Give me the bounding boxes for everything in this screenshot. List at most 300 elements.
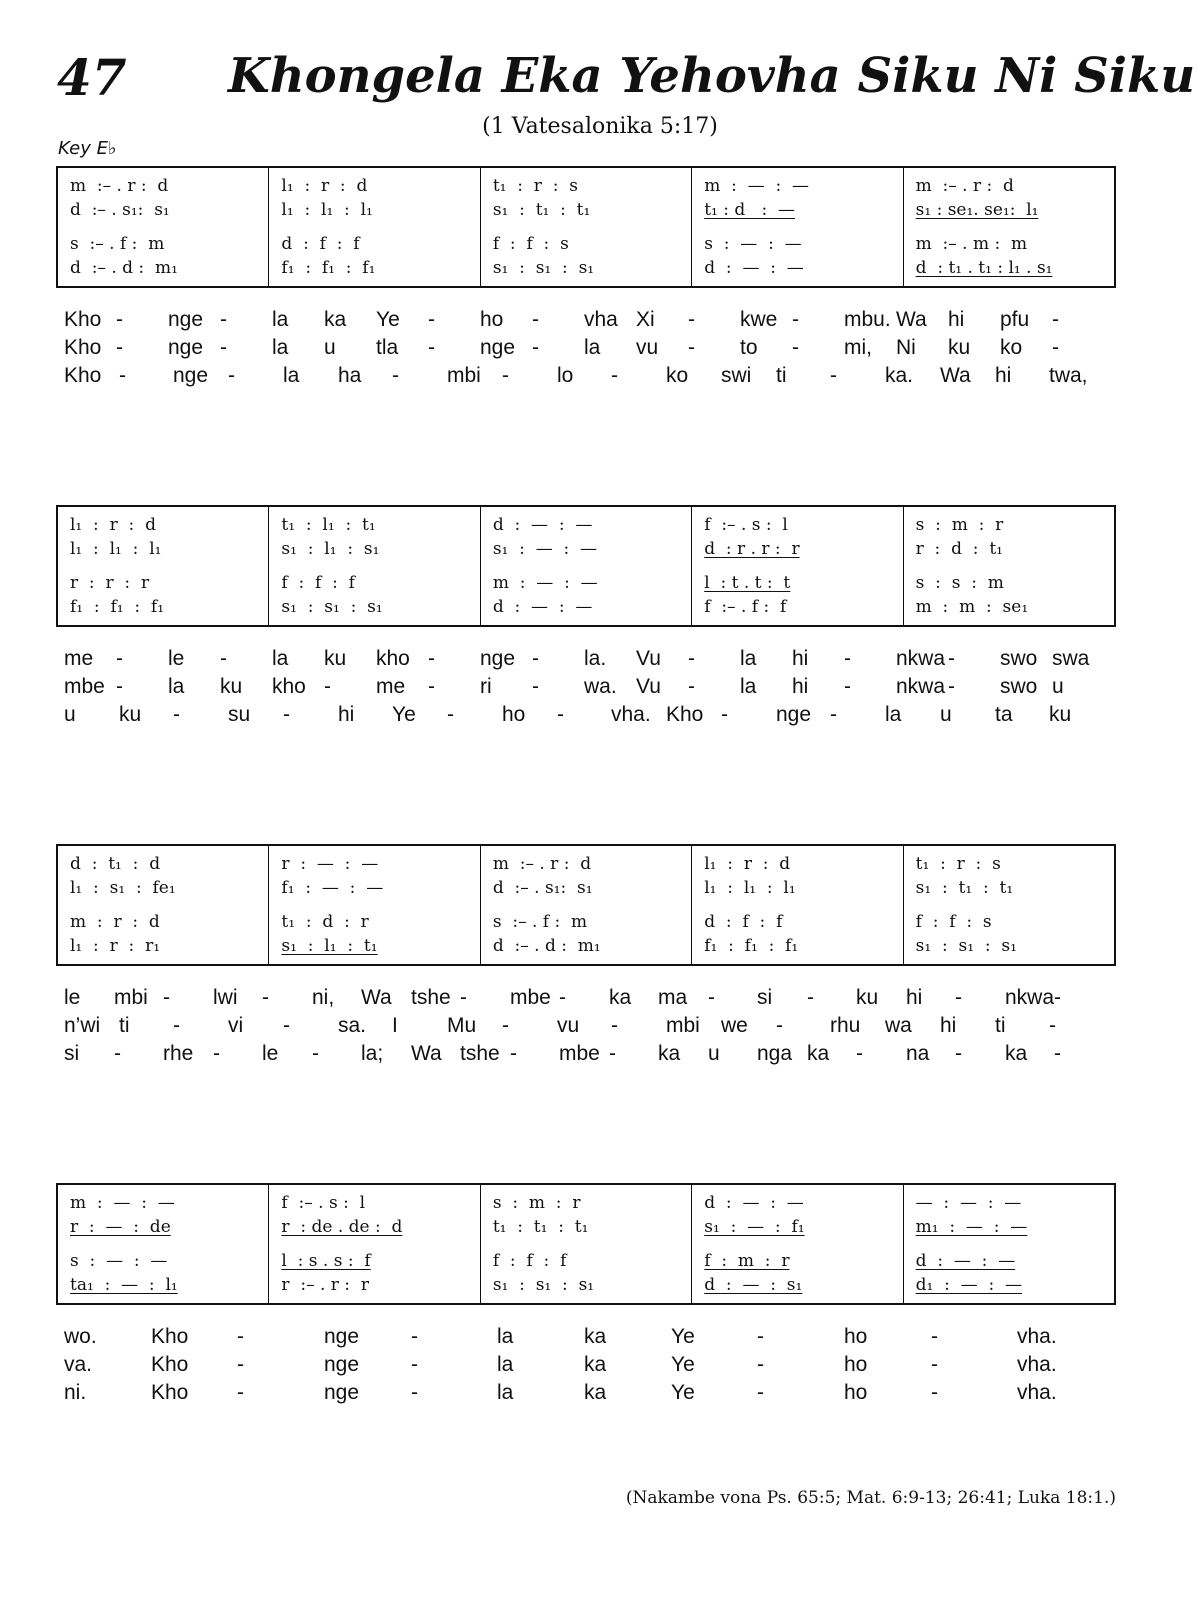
lyric-syllable: la xyxy=(497,1381,514,1404)
voice-line: d : — : — xyxy=(915,1251,1016,1271)
lyric-syllable: - xyxy=(411,1381,418,1404)
lyric-syllable: - xyxy=(324,675,331,698)
lyric-syllable: la xyxy=(740,675,757,698)
lyric-syllable: ku xyxy=(1049,703,1072,726)
measure xyxy=(481,507,692,625)
music-system xyxy=(56,844,1116,966)
voice-line: s : s : m xyxy=(915,573,1004,593)
lyric-syllable: la xyxy=(584,336,601,359)
lyric-syllable: Mu xyxy=(447,1014,477,1037)
lyric-syllable: mbi xyxy=(666,1014,700,1037)
lyric-syllable: nge xyxy=(173,364,209,387)
lyric-syllable: vha. xyxy=(1017,1353,1057,1376)
lyric-syllable: rhe xyxy=(163,1042,194,1065)
voice-line: d :– . d : m₁ xyxy=(492,936,601,956)
measure xyxy=(58,846,269,964)
lyric-syllable: ho xyxy=(844,1381,868,1404)
lyric-verse-line xyxy=(64,1325,1124,1353)
voice-line: t₁ : l₁ : t₁ xyxy=(281,515,376,535)
lyric-syllable: swa xyxy=(1052,647,1090,670)
voice-line: t₁ : r : s xyxy=(492,176,578,196)
lyric-syllable: si xyxy=(757,986,773,1009)
lyric-syllable: - xyxy=(688,647,695,670)
lyric-syllable: ka xyxy=(609,986,632,1009)
lyric-syllable: le xyxy=(262,1042,279,1065)
lyric-syllable: - xyxy=(757,1325,764,1348)
measure xyxy=(692,846,903,964)
voice-line: r : d : t₁ xyxy=(915,539,1003,559)
lyric-syllable: pfu xyxy=(1000,308,1030,331)
lyric-syllable: - xyxy=(948,675,955,698)
lyric-syllable: ho xyxy=(844,1325,868,1348)
lyric-syllable: - xyxy=(532,647,539,670)
measure xyxy=(692,168,903,286)
voice-line: s₁ : t₁ : t₁ xyxy=(915,878,1014,898)
lyric-syllable: ku xyxy=(119,703,142,726)
lyric-syllable: u xyxy=(1052,675,1064,698)
lyric-syllable: me xyxy=(376,675,406,698)
lyric-syllable: Vu xyxy=(636,647,661,670)
lyric-syllable: - xyxy=(532,308,539,331)
voice-line: — : — : — xyxy=(915,1193,1022,1213)
lyric-syllable: - xyxy=(688,336,695,359)
lyric-syllable: Kho xyxy=(64,364,102,387)
lyrics-block xyxy=(64,986,1124,1070)
voice-line: s : m : r xyxy=(915,515,1004,535)
lyric-syllable: - xyxy=(856,1042,863,1065)
voice-line: l : t . t : t xyxy=(704,573,791,593)
voice-line: s₁ : — : f₁ xyxy=(704,1217,805,1237)
lyric-syllable: - xyxy=(1054,986,1061,1009)
voice-line: f : f : s xyxy=(492,234,569,254)
lyric-syllable: sa. xyxy=(338,1014,367,1037)
lyric-syllable: Ye xyxy=(671,1325,695,1348)
lyric-syllable: ho xyxy=(502,703,526,726)
voice-line: s₁ : s₁ : s₁ xyxy=(492,1275,595,1295)
lyric-syllable: - xyxy=(502,364,509,387)
lyric-syllable: nge xyxy=(776,703,812,726)
measure xyxy=(58,507,269,625)
voice-line: m : — : — xyxy=(492,573,598,593)
lyric-syllable: - xyxy=(428,336,435,359)
lyric-syllable: Xi xyxy=(636,308,655,331)
lyric-syllable: nge xyxy=(168,336,204,359)
voice-line: s₁ : l₁ : s₁ xyxy=(281,539,380,559)
lyric-syllable: mbe xyxy=(510,986,551,1009)
lyric-syllable: - xyxy=(502,1014,509,1037)
voice-line: s₁ : l₁ : t₁ xyxy=(281,936,378,956)
lyric-syllable: hi xyxy=(948,308,965,331)
voice-line: s₁ : s₁ : s₁ xyxy=(281,597,383,617)
lyric-syllable: - xyxy=(688,675,695,698)
lyric-syllable: Wa xyxy=(361,986,392,1009)
lyric-syllable: - xyxy=(392,364,399,387)
voice-line: d : f : f xyxy=(281,234,360,254)
voice-line: r :– . r : r xyxy=(281,1275,369,1295)
measure xyxy=(481,168,692,286)
lyric-syllable: ni, xyxy=(312,986,335,1009)
scripture-reference: (1 Vatesalonika 5:17) xyxy=(482,114,718,139)
lyric-syllable: - xyxy=(1052,308,1059,331)
voice-line: s : — : — xyxy=(70,1251,168,1271)
lyric-syllable: Vu xyxy=(636,675,661,698)
lyric-syllable: - xyxy=(611,364,618,387)
voice-line: s₁ : t₁ : t₁ xyxy=(492,200,591,220)
lyric-syllable: - xyxy=(173,1014,180,1037)
lyric-syllable: ko xyxy=(1000,336,1023,359)
lyric-syllable: - xyxy=(931,1325,938,1348)
voice-line: l₁ : s₁ : fe₁ xyxy=(70,878,176,898)
lyric-verse-line xyxy=(64,986,1124,1014)
lyric-syllable: Wa xyxy=(940,364,971,387)
lyric-syllable: la xyxy=(272,336,289,359)
lyric-syllable: - xyxy=(609,1042,616,1065)
lyric-syllable: ka xyxy=(584,1325,607,1348)
lyric-syllable: nge xyxy=(168,308,204,331)
lyric-syllable: le xyxy=(168,647,185,670)
lyric-syllable: - xyxy=(611,1014,618,1037)
lyric-syllable: - xyxy=(116,308,123,331)
lyric-syllable: ti xyxy=(776,364,787,387)
lyric-syllable: la xyxy=(168,675,185,698)
voice-line: m : m : se₁ xyxy=(915,597,1029,617)
lyric-syllable: n’wi xyxy=(64,1014,101,1037)
lyric-syllable: la xyxy=(885,703,902,726)
lyric-syllable: - xyxy=(532,336,539,359)
lyric-syllable: hi xyxy=(338,703,355,726)
lyric-syllable: - xyxy=(220,647,227,670)
lyric-syllable: - xyxy=(411,1353,418,1376)
lyric-syllable: - xyxy=(116,675,123,698)
lyric-syllable: ho xyxy=(480,308,504,331)
lyric-syllable: ka. xyxy=(885,364,914,387)
lyric-verse-line xyxy=(64,1014,1124,1042)
lyric-syllable: tshe xyxy=(411,986,451,1009)
lyric-syllable: su xyxy=(228,703,251,726)
voice-line: s :– . f : m xyxy=(70,234,165,254)
lyric-syllable: lwi xyxy=(213,986,238,1009)
lyric-syllable: me xyxy=(64,647,94,670)
measure xyxy=(904,507,1114,625)
lyric-syllable: ma xyxy=(658,986,688,1009)
voice-line: s₁ : se₁. se₁: l₁ xyxy=(915,200,1039,220)
lyric-syllable: - xyxy=(559,986,566,1009)
lyric-syllable: - xyxy=(830,703,837,726)
lyrics-block xyxy=(64,1325,1124,1409)
lyric-syllable: vha xyxy=(584,308,618,331)
lyric-syllable: Ye xyxy=(376,308,400,331)
voice-line: l₁ : r : d xyxy=(704,854,791,874)
lyric-verse-line xyxy=(64,647,1124,675)
lyric-syllable: - xyxy=(262,986,269,1009)
voice-line: m₁ : — : — xyxy=(915,1217,1028,1237)
measure xyxy=(481,1185,692,1303)
lyric-syllable: - xyxy=(931,1353,938,1376)
lyric-syllable: - xyxy=(173,703,180,726)
lyric-syllable: swi xyxy=(721,364,752,387)
lyric-syllable: - xyxy=(931,1381,938,1404)
lyric-syllable: twa, xyxy=(1049,364,1088,387)
lyric-syllable: u xyxy=(324,336,336,359)
lyric-syllable: swo xyxy=(1000,647,1038,670)
lyric-syllable: wo. xyxy=(64,1325,97,1348)
lyric-syllable: - xyxy=(510,1042,517,1065)
voice-line: l₁ : r : r₁ xyxy=(70,936,161,956)
lyric-syllable: ni. xyxy=(64,1381,87,1404)
lyric-syllable: ti xyxy=(995,1014,1006,1037)
lyric-syllable: swo xyxy=(1000,675,1038,698)
voice-line: d : f : f xyxy=(704,912,783,932)
lyrics-block xyxy=(64,308,1124,392)
lyric-syllable: nkwa xyxy=(896,675,946,698)
lyric-verse-line xyxy=(64,675,1124,703)
lyric-syllable: nkwa xyxy=(1005,986,1055,1009)
voice-line: f₁ : f₁ : f₁ xyxy=(70,597,165,617)
lyric-syllable: tla xyxy=(376,336,399,359)
voice-line: l : s . s : f xyxy=(281,1251,371,1271)
lyric-syllable: hi xyxy=(940,1014,957,1037)
lyric-syllable: to xyxy=(740,336,758,359)
lyric-syllable: nge xyxy=(324,1325,360,1348)
lyric-syllable: Ye xyxy=(671,1381,695,1404)
key-signature: Key E♭ xyxy=(58,138,117,159)
lyric-syllable: la xyxy=(283,364,300,387)
lyric-syllable: nge xyxy=(324,1353,360,1376)
lyric-syllable: Kho xyxy=(151,1325,189,1348)
voice-line: f : f : f xyxy=(492,1251,567,1271)
lyric-syllable: - xyxy=(757,1381,764,1404)
voice-line: s :– . f : m xyxy=(492,912,588,932)
lyric-syllable: - xyxy=(1049,1014,1056,1037)
lyric-syllable: u xyxy=(708,1042,720,1065)
lyric-syllable: ku xyxy=(324,647,347,670)
lyric-syllable: mbi xyxy=(447,364,481,387)
voice-line: f₁ : f₁ : f₁ xyxy=(281,258,376,278)
measure xyxy=(692,507,903,625)
voice-line: m :– . r : d xyxy=(915,176,1014,196)
lyric-syllable: - xyxy=(114,1042,121,1065)
lyric-verse-line xyxy=(64,1042,1124,1070)
lyric-syllable: tshe xyxy=(460,1042,500,1065)
lyric-syllable: la xyxy=(740,647,757,670)
lyric-syllable: - xyxy=(213,1042,220,1065)
lyric-syllable: ku xyxy=(948,336,971,359)
voice-line: l₁ : l₁ : l₁ xyxy=(70,539,162,559)
lyric-syllable: le xyxy=(64,986,81,1009)
lyric-syllable: - xyxy=(844,647,851,670)
voice-line: r : de . de : d xyxy=(281,1217,403,1237)
lyric-syllable: - xyxy=(116,647,123,670)
lyric-syllable: hi xyxy=(906,986,923,1009)
voice-line: d : — : s₁ xyxy=(704,1275,803,1295)
lyric-syllable: ha xyxy=(338,364,362,387)
lyric-syllable: la xyxy=(272,647,289,670)
measure xyxy=(58,168,269,286)
lyric-syllable: - xyxy=(163,986,170,1009)
lyric-syllable: - xyxy=(428,675,435,698)
lyric-syllable: ti xyxy=(119,1014,130,1037)
lyric-syllable: vha. xyxy=(1017,1381,1057,1404)
voice-line: f : f : f xyxy=(281,573,355,593)
lyric-syllable: hi xyxy=(792,675,809,698)
lyric-syllable: - xyxy=(955,1042,962,1065)
lyric-syllable: Kho xyxy=(64,336,102,359)
voice-line: t₁ : d : r xyxy=(281,912,369,932)
lyric-syllable: nge xyxy=(324,1381,360,1404)
voice-line: m : — : — xyxy=(70,1193,175,1213)
voice-line: m : — : — xyxy=(704,176,810,196)
voice-line: f : m : r xyxy=(704,1251,790,1271)
voice-line: f₁ : — : — xyxy=(281,878,384,898)
lyric-syllable: ka xyxy=(584,1353,607,1376)
voice-line: f₁ : f₁ : f₁ xyxy=(704,936,799,956)
lyric-syllable: - xyxy=(708,986,715,1009)
lyric-syllable: nge xyxy=(480,647,516,670)
lyric-verse-line xyxy=(64,703,1124,731)
lyric-syllable: - xyxy=(1052,336,1059,359)
voice-line: f :– . s : l xyxy=(281,1193,366,1213)
lyric-syllable: we xyxy=(721,1014,748,1037)
voice-line: l₁ : r : d xyxy=(281,176,368,196)
voice-line: d₁ : — : — xyxy=(915,1275,1023,1295)
lyric-syllable: - xyxy=(792,308,799,331)
voice-line: s : m : r xyxy=(492,1193,581,1213)
measure xyxy=(58,1185,269,1303)
lyric-syllable: - xyxy=(688,308,695,331)
lyric-syllable: wa xyxy=(885,1014,912,1037)
lyric-syllable: - xyxy=(428,308,435,331)
lyric-syllable: ri xyxy=(480,675,492,698)
lyric-syllable: Wa xyxy=(896,308,927,331)
measure xyxy=(269,1185,480,1303)
lyric-syllable: si xyxy=(64,1042,80,1065)
voice-line: m :– . m : m xyxy=(915,234,1028,254)
lyric-syllable: vu xyxy=(636,336,659,359)
lyric-syllable: Wa xyxy=(411,1042,442,1065)
voice-line: r : r : r xyxy=(70,573,150,593)
music-system xyxy=(56,1183,1116,1305)
voice-line: d : — : — xyxy=(492,597,593,617)
lyric-syllable: Kho xyxy=(64,308,102,331)
lyric-syllable: - xyxy=(460,986,467,1009)
voice-line: l₁ : l₁ : l₁ xyxy=(281,200,373,220)
lyric-syllable: ho xyxy=(844,1353,868,1376)
lyric-syllable: - xyxy=(757,1353,764,1376)
measure xyxy=(692,1185,903,1303)
lyric-syllable: vi xyxy=(228,1014,244,1037)
lyric-syllable: ka xyxy=(324,308,347,331)
lyric-syllable: ka xyxy=(1005,1042,1028,1065)
lyric-syllable: - xyxy=(792,336,799,359)
measure xyxy=(269,507,480,625)
lyric-syllable: - xyxy=(237,1325,244,1348)
voice-line: f :– . f : f xyxy=(704,597,787,617)
lyric-syllable: - xyxy=(428,647,435,670)
lyric-syllable: - xyxy=(830,364,837,387)
lyric-syllable: hi xyxy=(995,364,1012,387)
voice-line: d : — : — xyxy=(704,1193,804,1213)
lyric-verse-line xyxy=(64,308,1124,336)
hymn-title: Khongela Eka Yehovha Siku Ni Siku xyxy=(228,48,1196,104)
lyric-syllable: Ye xyxy=(671,1353,695,1376)
lyric-syllable: nkwa xyxy=(896,647,946,670)
voice-line: r : — : de xyxy=(70,1217,171,1237)
voice-line: m :– . r : d xyxy=(492,854,592,874)
voice-line: d : t₁ : d xyxy=(70,854,161,874)
lyric-syllable: ka xyxy=(807,1042,830,1065)
voice-line: t₁ : t₁ : t₁ xyxy=(492,1217,589,1237)
music-system xyxy=(56,505,1116,627)
lyric-syllable: mi, xyxy=(844,336,872,359)
voice-line: l₁ : r : d xyxy=(70,515,156,535)
lyric-syllable: Kho xyxy=(151,1381,189,1404)
voice-line: d : — : — xyxy=(492,515,593,535)
lyric-syllable: la xyxy=(272,308,289,331)
lyric-syllable: na xyxy=(906,1042,930,1065)
lyric-syllable: - xyxy=(557,703,564,726)
lyric-syllable: lo xyxy=(557,364,574,387)
lyric-syllable: mbi xyxy=(114,986,148,1009)
hymn-number: 47 xyxy=(57,48,127,107)
lyric-syllable: kho xyxy=(376,647,410,670)
measure xyxy=(269,168,480,286)
lyric-syllable: I xyxy=(392,1014,398,1037)
measure xyxy=(904,846,1114,964)
lyric-syllable: wa. xyxy=(584,675,617,698)
lyric-syllable: - xyxy=(228,364,235,387)
voice-line: m :– . r : d xyxy=(70,176,169,196)
lyric-syllable: - xyxy=(220,336,227,359)
voice-line: m : r : d xyxy=(70,912,160,932)
voice-line: d :– . s₁: s₁ xyxy=(492,878,593,898)
lyric-syllable: mbu. xyxy=(844,308,891,331)
lyric-syllable: - xyxy=(237,1353,244,1376)
voice-line: d : r . r : r xyxy=(704,539,800,559)
lyric-syllable: u xyxy=(64,703,76,726)
lyric-syllable: vha. xyxy=(1017,1325,1057,1348)
lyric-syllable: - xyxy=(721,703,728,726)
measure xyxy=(481,846,692,964)
voice-line: t₁ : r : s xyxy=(915,854,1001,874)
lyric-syllable: u xyxy=(940,703,952,726)
footer-references: (Nakambe vona Ps. 65:5; Mat. 6:9-13; 26:41; Luka 18:1.) xyxy=(625,1488,1116,1508)
measure xyxy=(269,846,480,964)
lyric-syllable: vu xyxy=(557,1014,580,1037)
lyric-syllable: ko xyxy=(666,364,689,387)
lyric-syllable: ta xyxy=(995,703,1013,726)
lyric-syllable: - xyxy=(283,703,290,726)
lyric-syllable: la; xyxy=(361,1042,384,1065)
lyric-syllable: - xyxy=(447,703,454,726)
voice-line: d :– . s₁: s₁ xyxy=(70,200,170,220)
lyric-syllable: - xyxy=(776,1014,783,1037)
voice-line: t₁ : d : — xyxy=(704,200,796,220)
lyric-syllable: mbe xyxy=(64,675,105,698)
lyric-syllable: - xyxy=(532,675,539,698)
lyric-syllable: kho xyxy=(272,675,306,698)
lyric-verse-line xyxy=(64,1381,1124,1409)
voice-line: ta₁ : — : l₁ xyxy=(70,1275,178,1295)
lyric-syllable: - xyxy=(948,647,955,670)
voice-line: s : — : — xyxy=(704,234,802,254)
measure xyxy=(904,168,1114,286)
lyric-syllable: - xyxy=(844,675,851,698)
voice-line: d :– . d : m₁ xyxy=(70,258,178,278)
lyric-syllable: - xyxy=(955,986,962,1009)
lyric-syllable: la xyxy=(497,1353,514,1376)
lyric-syllable: - xyxy=(312,1042,319,1065)
lyric-syllable: Ye xyxy=(392,703,416,726)
